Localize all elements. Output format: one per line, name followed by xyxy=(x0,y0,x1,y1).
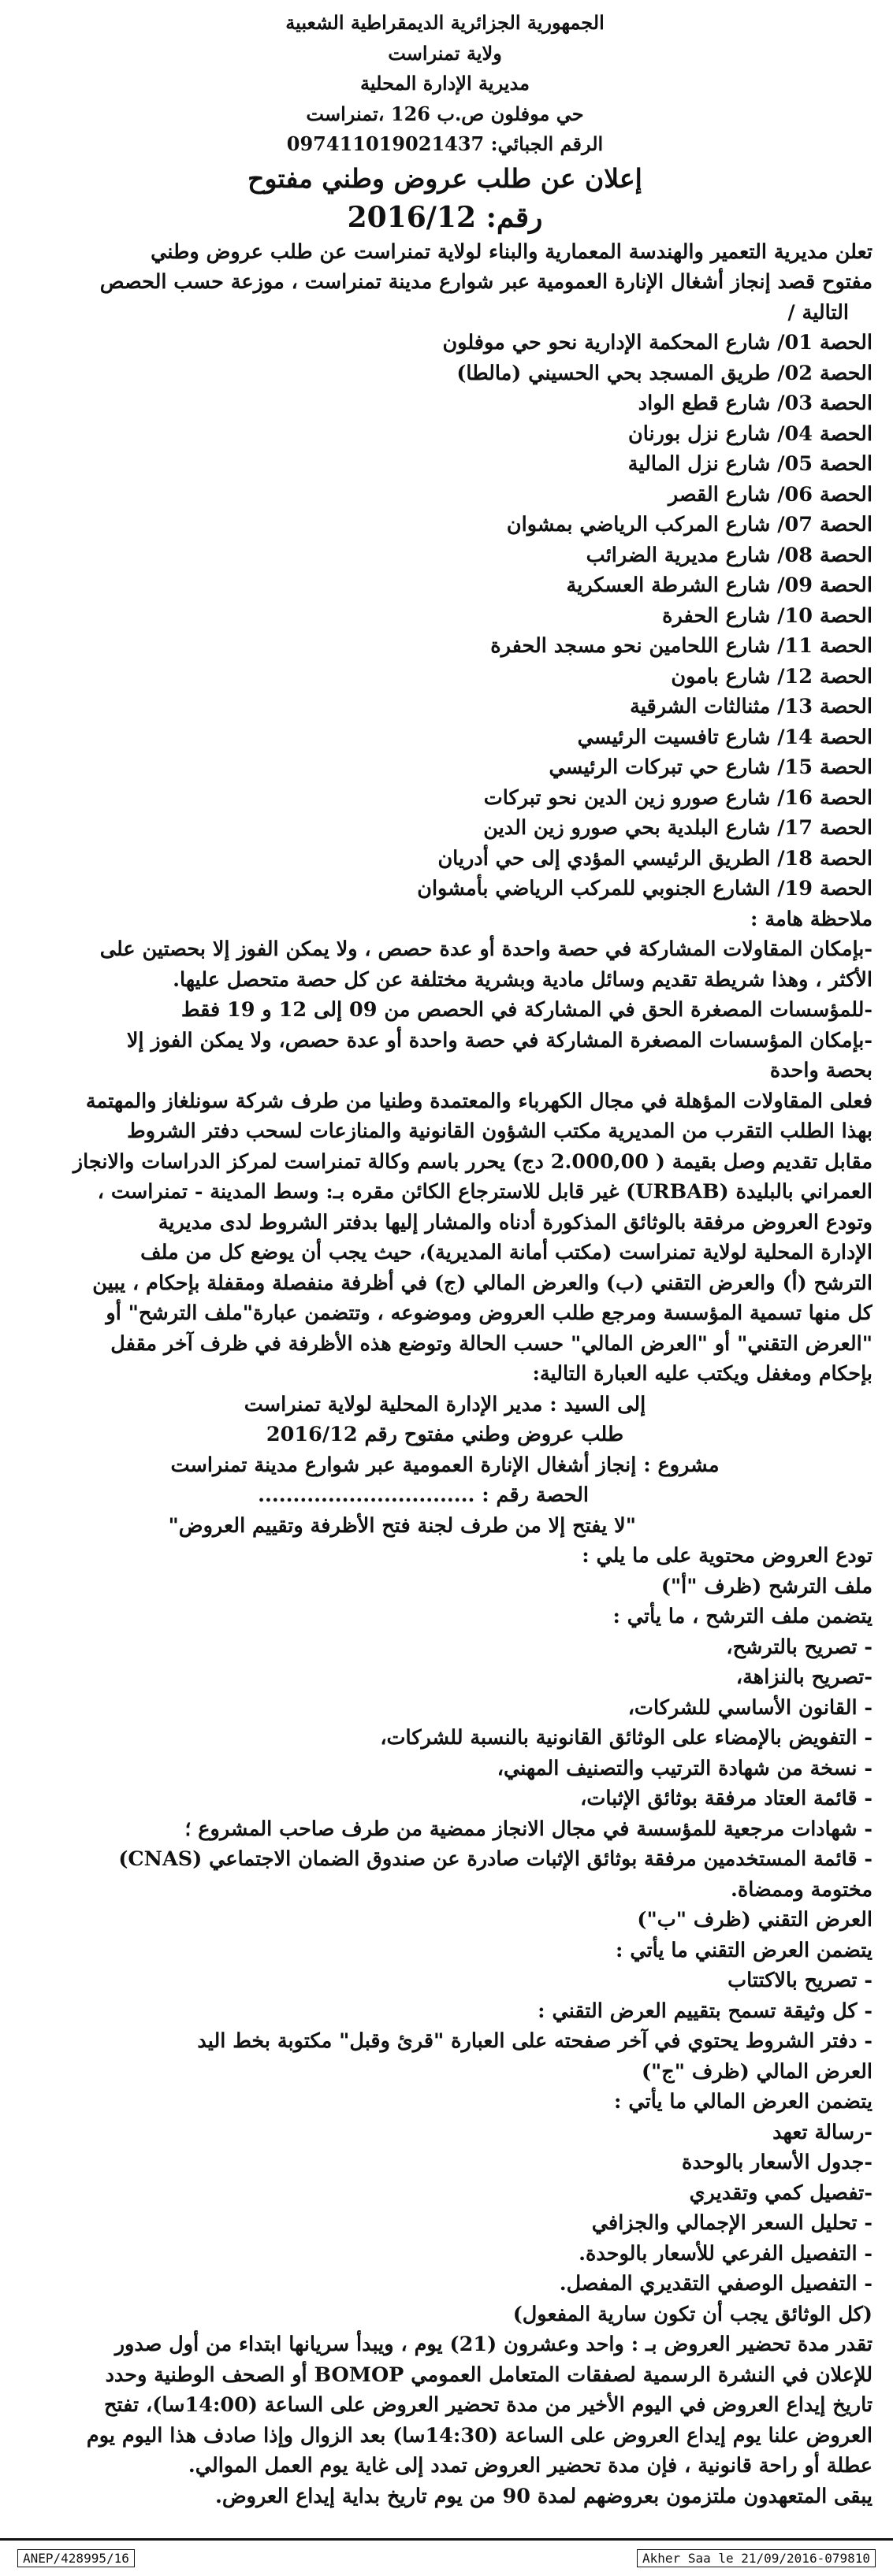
body-line: فعلى المقاولات المؤهلة في مجال الكهرباء والمعتمدة وطنيا من طرف شركة سونلغاز والمهتمة xyxy=(85,1089,873,1113)
contents-line: ملف الترشح (ظرف "أ") xyxy=(660,1574,873,1598)
body-line: بإحكام ومغفل ويكتب عليه العبارة التالية: xyxy=(532,1362,873,1386)
republic-name: الجمهورية الجزائرية الديمقراطية الشعبية xyxy=(285,11,605,34)
lot-item: الحصة 05/ شارع نزل المالية xyxy=(627,452,873,476)
lot-item: الحصة 08/ شارع مديرية الضرائب xyxy=(586,543,873,567)
publication-footer xyxy=(0,2538,893,2576)
envelope-tender: طلب عروض وطني مفتوح رقم 2016/12 xyxy=(266,1423,624,1446)
closing-text xyxy=(17,2329,873,2511)
intro-line: مفتوح قصد إنجاز أشغال الإنارة العمومية عبر شوارع مدينة تمنراست ، موزعة حسب الحصص xyxy=(99,270,873,294)
important-notes xyxy=(17,904,873,1086)
contents-line: - تصريح بالاكتتاب xyxy=(727,1969,873,1992)
lot-item: الحصة 14/ شارع تافسيت الرئيسي xyxy=(577,725,873,749)
body-text xyxy=(17,1086,873,1390)
contents-line: - شهادات مرجعية للمؤسسة في مجال الانجاز ممضية من طرف صاحب المشروع ؛ xyxy=(184,1817,873,1841)
lot-number-field: ............................... xyxy=(258,1483,475,1507)
note-line: -بإمكان المقاولات المشاركة في حصة واحدة أو عدة حصص ، ولا يمكن الفوز إلا بحصتين على xyxy=(99,937,873,961)
letterhead xyxy=(17,8,873,160)
lot-item: الحصة 10/ شارع الحفرة xyxy=(662,603,873,628)
announcement-number: رقم: 2016/12 xyxy=(347,200,543,234)
lots-list xyxy=(17,328,873,904)
contents-line: - دفتر الشروط يحتوي في آخر صفحته على العبارة "قرئ وقبل" مكتوبة بخط اليد xyxy=(197,2029,873,2053)
contents-line: - قائمة المستخدمين مرفقة بوثائق الإثبات صادرة عن صندوق الضمان الاجتماعي (CNAS) xyxy=(118,1847,873,1871)
note-line: -بإمكان المؤسسات المصغرة المشاركة في حصة واحدة أو عدة حصص، ولا يمكن الفوز إلا xyxy=(126,1028,873,1052)
closing-line: للإعلان في النشرة الرسمية لصفقات المتعامل العمومي BOMOP أو الصحف الوطنية وحدد xyxy=(105,2363,873,2387)
closing-line: تقدر مدة تحضير العروض بـ : واحد وعشرون (21) يوم ، ويبدأ سريانها ابتداء من أول صدور xyxy=(114,2333,873,2356)
intro-line: التالية / xyxy=(787,300,849,325)
contents-line: -جدول الأسعار بالوحدة xyxy=(681,2151,873,2174)
lot-item: الحصة 18/ الطريق الرئيسي المؤدي إلى حي أدريان xyxy=(437,846,873,870)
contents-line: - كل وثيقة تسمح بتقييم العرض التقني : xyxy=(538,1999,873,2023)
address: حي موفلون ص.ب 126 ،تمنراست xyxy=(306,102,584,125)
body-line: وتودع العروض مرفقة بالوثائق المذكورة أدناه والمشار إليها بدفتر الشروط لدى مديرية xyxy=(158,1210,873,1234)
closing-line: يبقى المتعهدون ملتزمون بعروضهم لمدة 90 من يوم تاريخ بداية إيداع العروض. xyxy=(214,2484,873,2508)
lot-item: الحصة 01/ شارع المحكمة الإدارية نحو حي موفلون xyxy=(442,331,873,354)
contents-line: -رسالة تعهد xyxy=(772,2120,873,2144)
intro-line: تعلن مديرية التعمير والهندسة المعمارية والبناء لولاية تمنراست عن طلب عروض وطني xyxy=(151,239,873,264)
lot-item: الحصة 16/ شارع صورو زين الدين نحو تبركات xyxy=(483,785,873,810)
contents-line: العرض المالي (ظرف "ج") xyxy=(641,2059,873,2084)
contents-line: -تفصيل كمي وتقديري xyxy=(689,2181,873,2205)
lot-number-label: الحصة رقم : xyxy=(482,1483,589,1507)
closing-line: تاريخ إيداع العروض في اليوم الأخير من مدة تحضير العروض على الساعة (14:00سا)، تفتح xyxy=(104,2393,873,2417)
contents-line: يتضمن العرض التقني ما يأتي : xyxy=(616,1938,873,1962)
contents-line: يتضمن ملف الترشح ، ما يأتي : xyxy=(612,1605,873,1628)
contents-line: العرض التقني (ظرف "ب") xyxy=(637,1908,873,1932)
contents-line: - القانون الأساسي للشركات، xyxy=(627,1695,873,1720)
tax-number: الرقم الجبائي: 097411019021437 xyxy=(286,132,604,155)
lot-item: الحصة 07/ شارع المركب الرياضي بمشوان xyxy=(506,513,873,536)
contents-line: - التفويض بالإمضاء على الوثائق القانونية بالنسبة للشركات، xyxy=(380,1726,873,1750)
envelope-lot xyxy=(17,1480,873,1511)
contents-line: تودع العروض محتوية على ما يلي : xyxy=(582,1544,873,1568)
wilaya-name: ولاية تمنراست xyxy=(388,41,502,65)
lot-item: الحصة 12/ شارع بامون xyxy=(671,664,873,689)
note-line: الأكثر ، وهذا شريطة تقديم وسائل مادية وبشرية مختلفة عن كل حصة متحصل عليها. xyxy=(173,967,873,992)
contents-line: - التفصيل الوصفي التقديري المفصل. xyxy=(559,2272,873,2296)
lot-item: الحصة 02/ طريق المسجد بحي الحسيني (مالطا) xyxy=(456,361,873,385)
body-line: مقابل تقديم وصل بقيمة ( 2.000,00 دج) يحرر باسم وكالة تمنراست لمركز الدراسات والانجاز xyxy=(73,1149,873,1174)
newspaper-reference: Akher Saa le 21/09/2016-079810 xyxy=(637,2549,876,2567)
body-line: كل منها تسمية المؤسسة ومرجع طلب العروض وموضوعه ، وتتضمن عبارة"ملف الترشح" أو xyxy=(106,1301,873,1325)
directorate-name: مديرية الإدارة المحلية xyxy=(360,72,530,95)
contents-line: - تحليل السعر الإجمالي والجزافي xyxy=(591,2211,873,2235)
lot-item: الحصة 04/ شارع نزل بورنان xyxy=(628,421,873,446)
lot-item: الحصة 15/ شارع حي تبركات الرئيسي xyxy=(549,755,873,779)
lot-item: الحصة 06/ شارع القصر xyxy=(668,482,873,507)
closing-line: العروض علنا يوم إيداع العروض على الساعة (14:30سا) بعد الزوال وإذا صادف هذا اليوم يوم xyxy=(86,2423,873,2448)
envelope-recipient: إلى السيد : مدير الإدارة المحلية لولاية تمنراست xyxy=(244,1392,646,1416)
body-line: العمراني بالبليدة (URBAB) غير قابل للاسترجاع الكائن مقره بـ: وسط المدينة - تمنراست ، xyxy=(97,1180,873,1204)
contents-line: - التفصيل الفرعي للأسعار بالوحدة. xyxy=(579,2241,873,2266)
lot-item: الحصة 13/ مثنالثات الشرقية xyxy=(630,695,873,718)
contents-line: - نسخة من شهادة الترتيب والتصنيف المهني، xyxy=(497,1756,873,1780)
lot-item: الحصة 19/ الشارع الجنوبي للمركب الرياضي بأمشوان xyxy=(417,877,873,900)
envelope-warning: "لا يفتح إلا من طرف لجنة فتح الأظرفة وتقييم العروض" xyxy=(168,1513,636,1538)
contents-line: - تصريح بالترشح، xyxy=(726,1635,873,1659)
lot-item: الحصة 09/ شارع الشرطة العسكرية xyxy=(566,573,873,597)
contents-line: مختومة وممضاة. xyxy=(730,1877,873,1902)
announcement-title: إعلان عن طلب عروض وطني مفتوح xyxy=(247,162,642,194)
note-line: بحصة واحدة xyxy=(769,1059,873,1082)
notes-title: ملاحظة هامة : xyxy=(750,907,873,931)
lot-item: الحصة 17/ شارع البلدية بحي صورو زين الدين xyxy=(483,816,873,840)
body-line: الإدارة المحلية لولاية تمنراست (مكتب أمانة المديرية)، حيث يجب أن يوضع كل من ملف xyxy=(140,1241,873,1264)
envelope-project: مشروع : إنجاز أشغال الإنارة العمومية عبر شوارع مدينة تمنراست xyxy=(170,1453,720,1477)
closing-line: عطلة أو راحة قانونية ، فإن مدة تحضير العروض تمدد إلى غاية يوم العمل الموالي. xyxy=(188,2454,873,2478)
body-line: بهذا الطلب التقرب من المديرية مكتب الشؤون القانونية والمنازعات لسحب دفتر الشروط xyxy=(127,1119,873,1143)
contents-line: - قائمة العتاد مرفقة بوثائق الإثبات، xyxy=(580,1787,873,1810)
body-line: "العرض التقني" أو "العرض المالي" حسب الحالة وتوضع هذه الأظرفة في ظرف آخر مقفل xyxy=(110,1331,873,1356)
body-line: الترشح (أ) والعرض التقني (ب) والعرض المالي (ج) في أظرفة منفصلة ومقفلة بإحكام ، يبين xyxy=(92,1271,873,1295)
intro-text xyxy=(17,237,873,328)
anep-reference: ANEP/428995/16 xyxy=(17,2549,135,2567)
lot-item: الحصة 11/ شارع اللحامين نحو مسجد الحفرة xyxy=(490,634,873,658)
required-documents xyxy=(17,1541,873,2329)
contents-line: يتضمن العرض المالي ما يأتي : xyxy=(614,2090,873,2114)
lot-item: الحصة 03/ شارع قطع الواد xyxy=(638,392,873,415)
note-line: -للمؤسسات المصغرة الحق في المشاركة في الحصص من 09 إلى 12 و 19 فقط xyxy=(180,998,873,1022)
envelope-label xyxy=(17,1390,873,1542)
contents-line: (كل الوثائق يجب أن تكون سارية المفعول) xyxy=(512,2302,873,2326)
contents-line: -تصريح بالنزاهة، xyxy=(735,1665,873,1689)
